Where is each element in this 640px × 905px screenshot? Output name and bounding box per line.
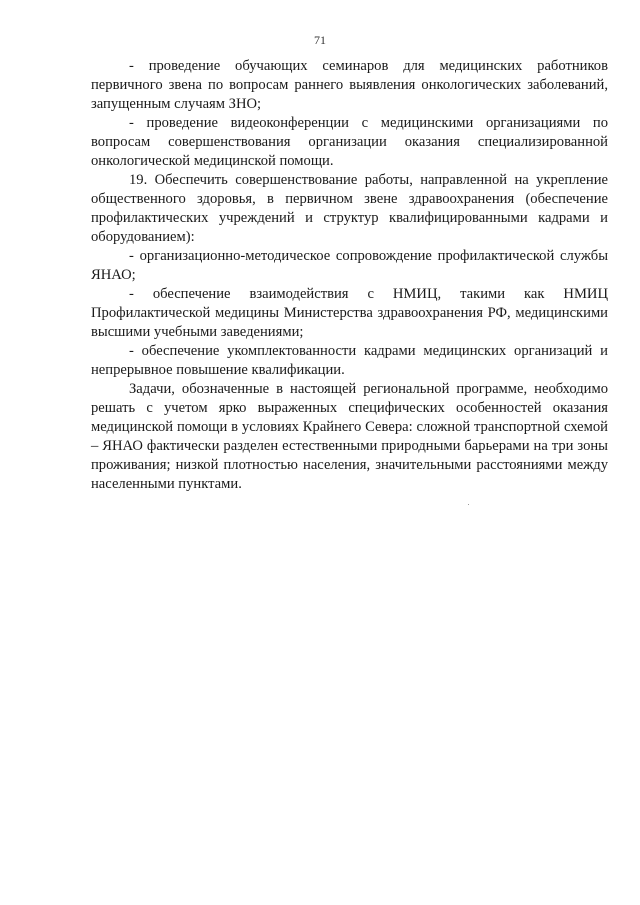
paragraph-tasks: Задачи, обозначенные в настоящей региональной программе, необходимо решать с учетом ярко выраженных специфических особенностей оказания медицинской помощи в условиях Крайнего Севера: сложной транспортной схемой – ЯНАО фактически разделен естественными природными барьерами на три зоны проживания; низкой плотностью населения, значительными расстояниями между населенными пунктами.	[91, 381, 608, 492]
bullet-methodical-support: - организационно-методическое сопровождение профилактической службы ЯНАО;	[91, 247, 608, 285]
bullet-seminars: - проведение обучающих семинаров для медицинских работников первичного звена по вопросам раннего выявления онкологических заболеваний, запущенным случаям ЗНО;	[91, 57, 608, 114]
bullet-videoconference: - проведение видеоконференции с медицинскими организациями по вопросам совершенствования организации оказания специализированной онкологической медицинской помощи.	[91, 114, 608, 171]
scan-speck	[468, 504, 469, 505]
paragraph-item-19: 19. Обеспечить совершенствование работы, направленной на укрепление общественного здоровья, в первичном звене здравоохранения (обеспечение профилактических учреждений и структур квалифицированными кадрами и оборудованием):	[91, 172, 608, 245]
page-number: 71	[314, 33, 326, 47]
document-body	[91, 57, 608, 494]
bullet-nmic-cooperation: - обеспечение взаимодействия с НМИЦ, такими как НМИЦ Профилактической медицины Министерства здравоохранения РФ, медицинскими высшими учебными заведениями;	[91, 285, 608, 342]
bullet-staffing: - обеспечение укомплектованности кадрами медицинских организаций и непрерывное повышение квалификации.	[91, 342, 608, 380]
